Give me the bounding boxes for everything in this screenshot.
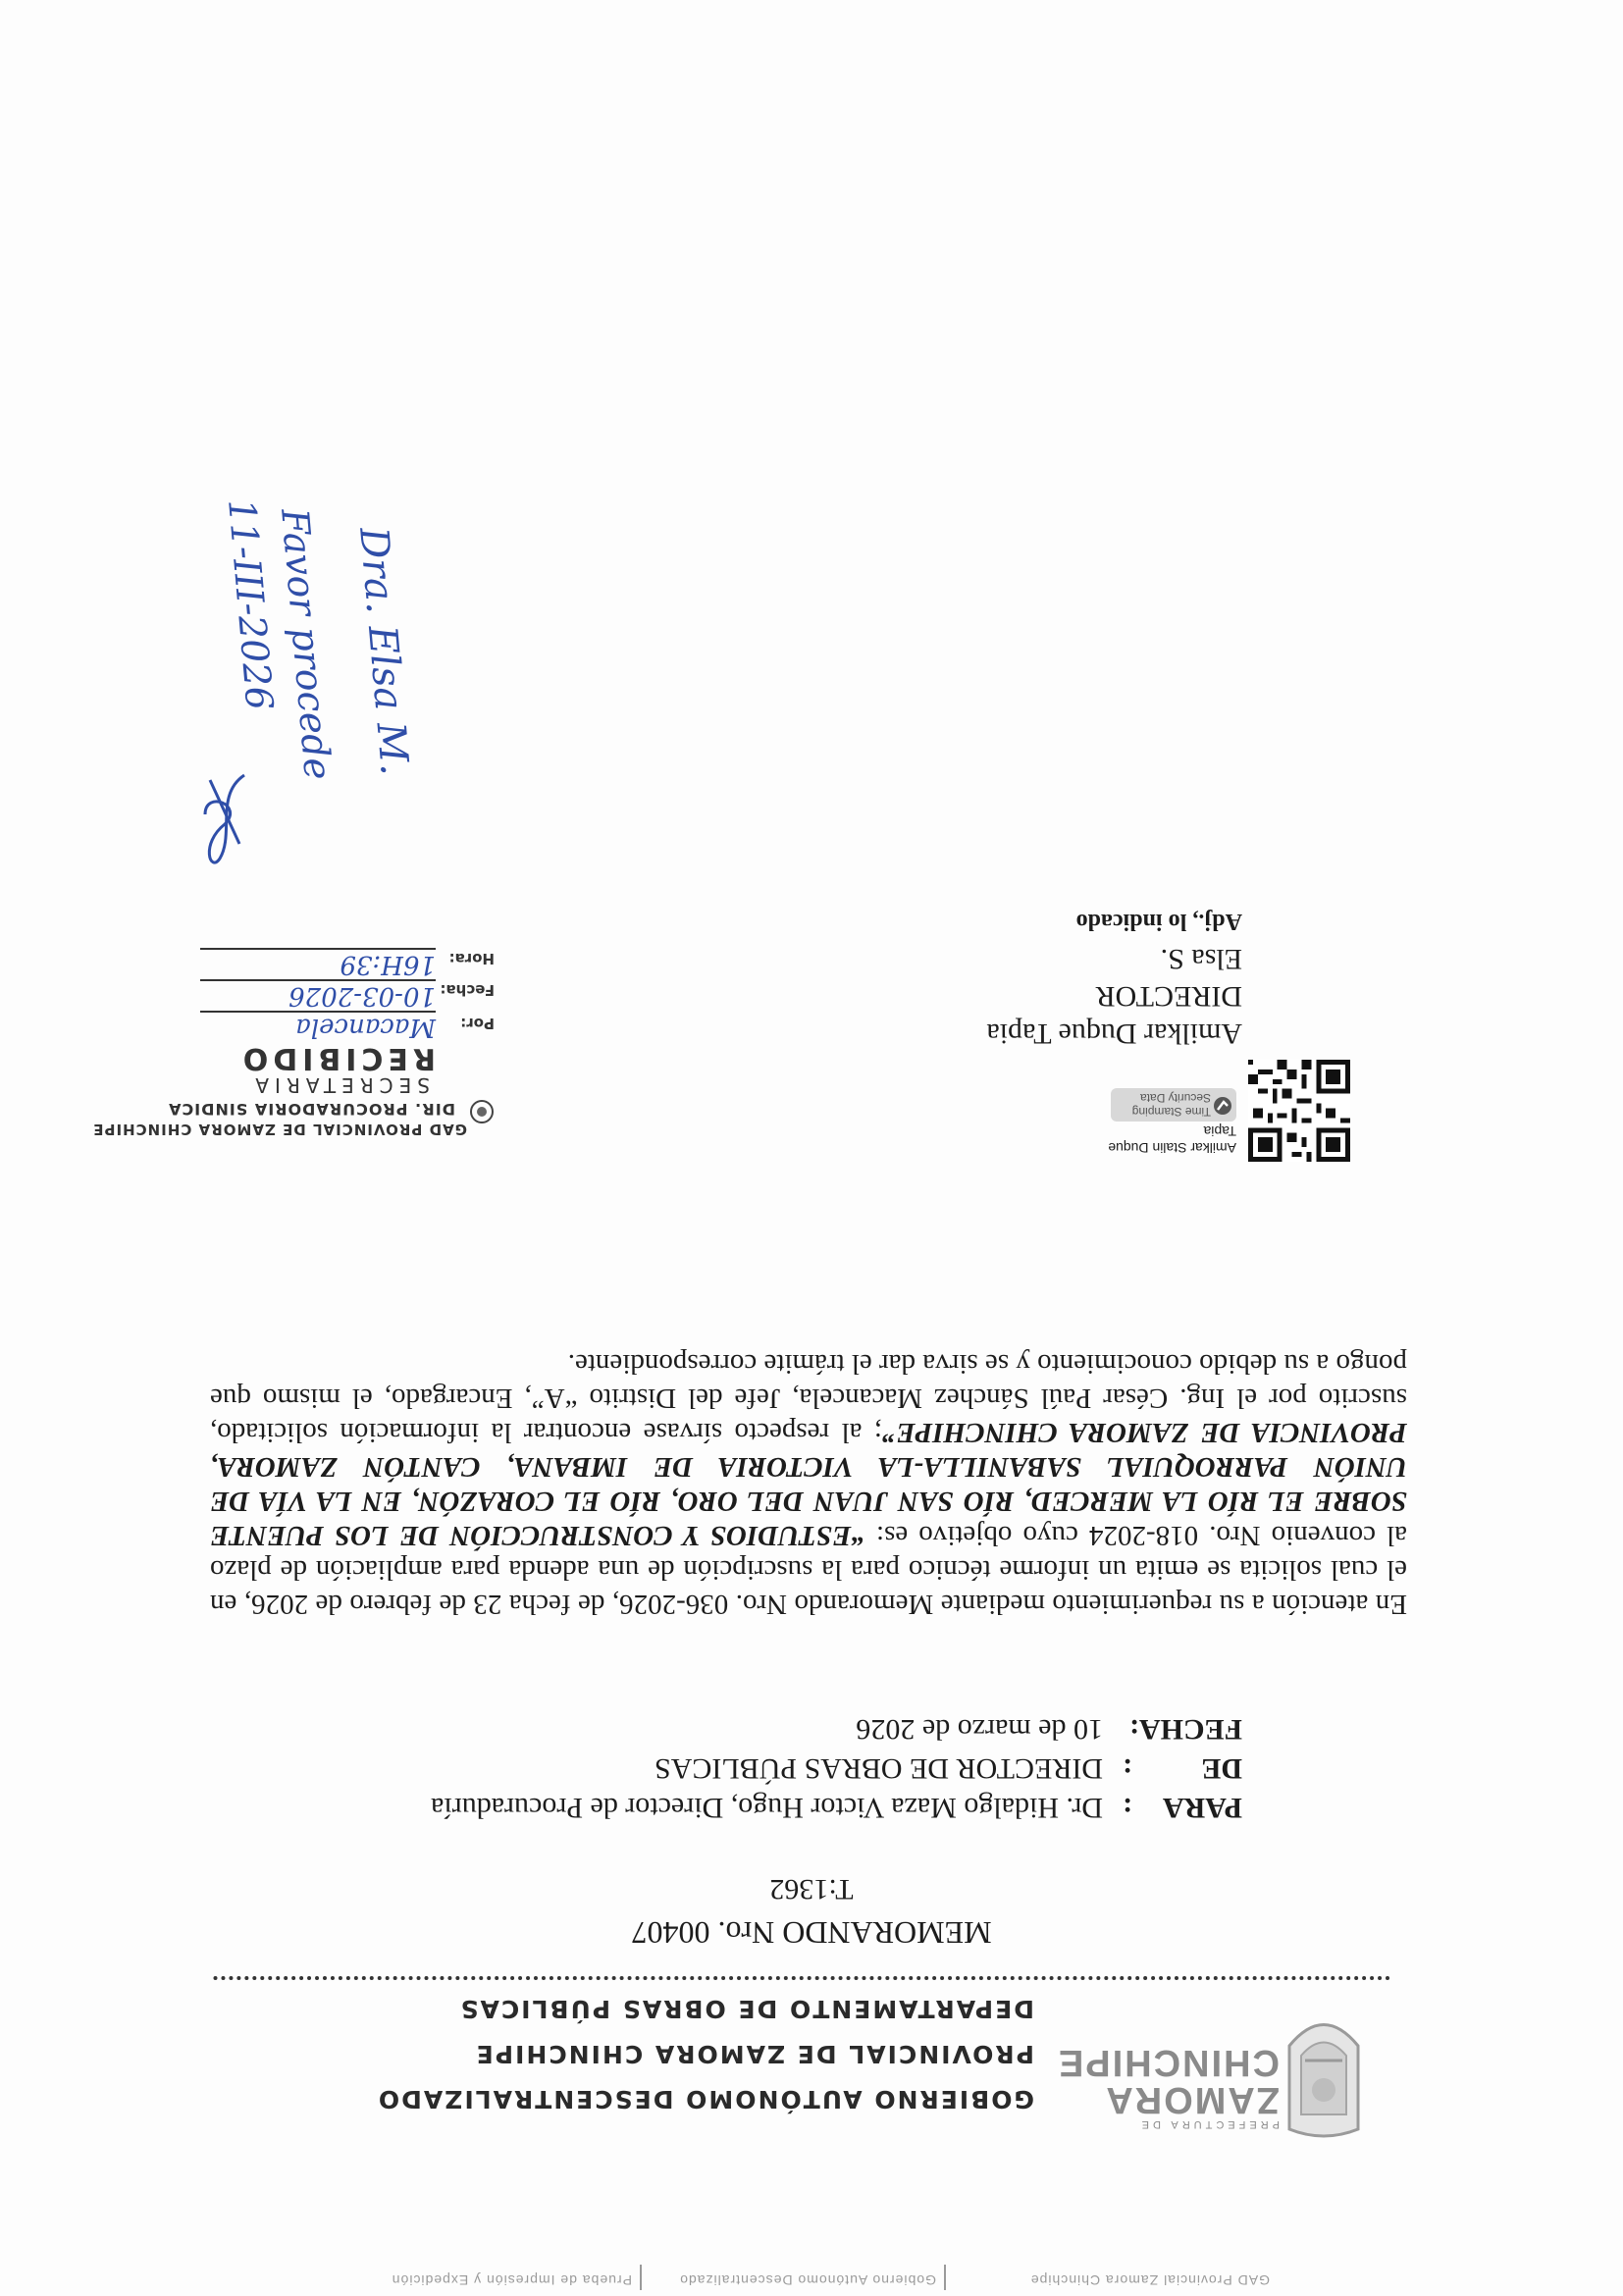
badge-line-2: Security Data — [1139, 1091, 1211, 1105]
typist-initials: Elsa S. — [1160, 943, 1242, 975]
stamp-line-1: GAD PROVINCIAL DE ZAMORA CHINCHIPE — [92, 1121, 467, 1138]
fecha-value: 10 de marzo de 2026 — [856, 1713, 1103, 1746]
esign-name-line-1: Amilkar Stalin Duque — [1108, 1140, 1236, 1156]
para-value: Dr. Hidalgo Maza Victor Hugo, Director de Procuraduría — [431, 1792, 1103, 1824]
esign-name-line-2: Tapia — [1203, 1123, 1236, 1139]
qr-code-icon — [1248, 1060, 1350, 1162]
de-label: DE — [1201, 1752, 1242, 1785]
de-colon: : — [1123, 1752, 1132, 1785]
stamp-line-4: RECIBIDO — [237, 1041, 436, 1075]
signature-block — [986, 903, 1242, 1052]
para-label: PARA — [1162, 1792, 1242, 1824]
de-value: DIRECTOR DE OBRAS PÚBLICAS — [654, 1752, 1103, 1785]
strip-divider — [640, 2265, 642, 2290]
handwritten-signature — [195, 765, 254, 873]
memo-code: T:1362 — [769, 1873, 854, 1905]
annex-note: Adj., lo indicado — [1075, 909, 1242, 934]
project-title: “ESTUDIOS Y CONSTRUCCIÓN DE LOS PUENTE SOBRE EL RÍO LA MERCED, RÍO SAN JUAN DEL ORO, RÍO EL CORAZÓN, EN LA VÍA DE UNIÓN PARROQUIAL SABANILLA-LA VICTORIA DE IMBANA, CANTÓN ZAMORA, PROVINCIA DE ZAMORA CHINCHIPE” — [210, 1417, 1407, 1551]
stamp-line-3: SECRETARIA — [249, 1073, 430, 1097]
strip-text: GAD Provincial Zamora Chinchipe — [1029, 2272, 1270, 2288]
dotted-divider — [212, 1976, 1389, 1980]
stamp-fecha-label: Fecha: — [440, 981, 495, 999]
emblem-icon — [469, 1099, 495, 1124]
prefectura-logo — [1056, 2042, 1280, 2130]
signer-name: Amilkar Duque Tapia — [986, 1018, 1242, 1050]
body-text: ; al respecto sírvase encontrar la información solicitado, suscrito por el Ing. César Paúl Sánchez Macancela, Jefe del Distrito “A”, Encargado, el mismo que pongo a su debido conocimiento y se sirva dar el trámite correspondiente. — [210, 1348, 1407, 1448]
stamp-por-value: Macancela — [200, 1011, 436, 1042]
para-colon: : — [1123, 1792, 1132, 1824]
logo-small-text: PREFECTURA DE — [1137, 2118, 1280, 2130]
esign-name — [1108, 1122, 1236, 1156]
signer-title: DIRECTOR — [1095, 980, 1242, 1013]
handwritten-line-1: Dra. Elsa M. — [350, 525, 418, 777]
fecha-label: FECHA: — [1129, 1713, 1242, 1746]
header-strip — [0, 2267, 1623, 2296]
strip-text: Gobierno Autónomo Descentralizado — [679, 2272, 936, 2288]
stamp-hora-value: 16H:39 — [200, 948, 436, 979]
logo-line-2: CHINCHIPE — [1056, 2042, 1280, 2083]
stamp-fecha-value: 10-03-2026 — [200, 979, 436, 1011]
handwritten-line-3: 11-III-2026 — [220, 496, 282, 712]
stamp-hora-label: Hora: — [448, 950, 495, 967]
institution-header — [151, 1986, 1034, 2121]
body-text: En atención a su requerimiento mediante Memorando Nro. 036-2026, de fecha 23 de febrero de 2026, en el cual solicita se emita un informe técnico para la suscripción de una adenda para ampliación de plazo al convenio Nro. 018-2024 cuyo objetivo es: — [210, 1520, 1407, 1620]
prefectura-seal-icon — [1282, 2007, 1366, 2139]
header-line-1: GOBIERNO AUTÓNOMO DESCENTRALIZADO — [376, 2085, 1034, 2113]
handwritten-line-2: Favor procede — [273, 506, 340, 782]
memo-body — [210, 1346, 1407, 1621]
badge-line-1: Time Stamping — [1131, 1105, 1211, 1119]
checkmark-icon — [1213, 1096, 1232, 1116]
header-line-2: PROVINCIAL DE ZAMORA CHINCHIPE — [474, 2040, 1034, 2068]
stamp-por-label: Por: — [460, 1015, 495, 1032]
stamp-line-2: DIR. PROCURADORIA SINDICA — [168, 1100, 455, 1119]
memo-title: MEMORANDO Nro. 00407 — [631, 1915, 992, 1951]
strip-divider — [944, 2265, 946, 2290]
strip-text: Prueba de Impresión y Expedición — [391, 2272, 632, 2288]
header-line-3: DEPARTAMENTO DE OBRAS PÚBLICAS — [458, 1995, 1034, 2023]
logo-line-1: ZAMORA — [1104, 2079, 1280, 2120]
timestamp-badge-text — [1132, 1091, 1211, 1119]
